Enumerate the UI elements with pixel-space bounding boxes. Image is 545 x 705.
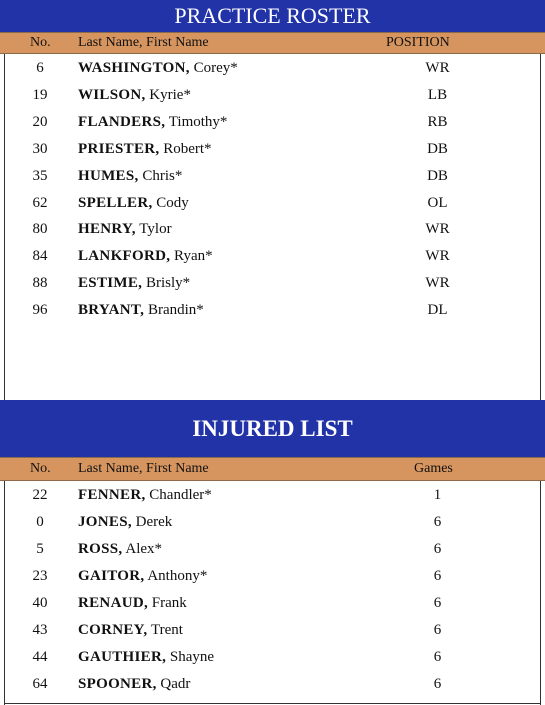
player-first-name: Anthony* xyxy=(144,568,208,584)
player-name xyxy=(78,649,214,666)
player-last-name: CORNEY, xyxy=(78,622,148,638)
player-number: 44 xyxy=(32,649,48,665)
player-last-name: HUMES, xyxy=(78,167,139,184)
player-number: 0 xyxy=(36,514,44,530)
header-no: No. xyxy=(30,461,51,476)
practice-border-right xyxy=(540,54,541,400)
player-last-name: FENNER, xyxy=(78,487,146,503)
injured-list-header-row xyxy=(0,457,545,481)
player-position: DB xyxy=(427,140,448,157)
player-first-name: Chris* xyxy=(138,167,183,184)
player-last-name: RENAUD, xyxy=(78,595,149,611)
player-position: RB xyxy=(427,113,448,130)
player-last-name: SPOONER, xyxy=(78,676,157,692)
player-name xyxy=(78,302,204,319)
player-last-name: JONES, xyxy=(78,514,132,530)
player-last-name: LANKFORD, xyxy=(78,248,171,265)
player-number: 35 xyxy=(32,167,48,184)
player-number: 22 xyxy=(32,487,48,503)
games-missed: 6 xyxy=(433,514,442,530)
player-last-name: WILSON, xyxy=(78,86,146,103)
injured-list-title: INJURED LIST xyxy=(192,416,353,441)
player-last-name: HENRY, xyxy=(78,221,136,238)
practice-roster-title: PRACTICE ROSTER xyxy=(174,3,371,28)
player-number: 96 xyxy=(32,302,48,319)
player-position: WR xyxy=(425,60,450,76)
player-position: WR xyxy=(425,221,450,238)
player-first-name: Alex* xyxy=(122,541,163,557)
header-name: Last Name, First Name xyxy=(78,35,209,50)
player-first-name: Brandin* xyxy=(144,302,204,319)
player-number: 23 xyxy=(32,568,48,584)
player-name xyxy=(78,114,227,131)
player-first-name: Qadr xyxy=(156,676,191,692)
player-name xyxy=(78,568,207,585)
player-first-name: Shayne xyxy=(166,649,215,665)
player-name xyxy=(78,87,191,104)
player-number: 30 xyxy=(32,140,48,157)
player-number: 19 xyxy=(32,86,48,103)
games-missed: 6 xyxy=(433,595,442,611)
player-last-name: ROSS, xyxy=(78,541,123,557)
player-name xyxy=(78,275,190,292)
player-name xyxy=(78,514,172,531)
player-number: 84 xyxy=(32,248,48,265)
player-last-name: BRYANT, xyxy=(78,302,145,319)
player-first-name: Ryan* xyxy=(170,248,213,265)
player-last-name: WASHINGTON, xyxy=(78,60,190,76)
player-first-name: Derek xyxy=(131,514,173,530)
player-name xyxy=(78,195,189,212)
player-first-name: Chandler* xyxy=(145,487,212,503)
player-last-name: ESTIME, xyxy=(78,275,143,292)
player-position: LB xyxy=(427,86,448,103)
player-first-name: Kyrie* xyxy=(145,86,191,103)
player-last-name: PRIESTER, xyxy=(78,140,160,157)
games-missed: 6 xyxy=(433,541,442,557)
practice-roster-header-row xyxy=(0,32,545,54)
player-position: DB xyxy=(427,167,448,184)
player-last-name: SPELLER, xyxy=(78,194,153,211)
player-first-name: Trent xyxy=(147,622,183,638)
games-missed: 6 xyxy=(433,676,442,692)
player-position: WR xyxy=(425,275,450,292)
player-number: 88 xyxy=(32,275,48,292)
player-number: 64 xyxy=(32,676,48,692)
injured-bottom-border xyxy=(4,703,541,704)
player-position: OL xyxy=(427,194,448,211)
player-first-name: Brisly* xyxy=(142,275,191,292)
player-name xyxy=(78,60,238,77)
player-last-name: GAITOR, xyxy=(78,568,145,584)
player-name xyxy=(78,541,162,558)
player-first-name: Timothy* xyxy=(165,113,228,130)
practice-border-left xyxy=(4,54,5,400)
player-last-name: FLANDERS, xyxy=(78,113,166,130)
player-name xyxy=(78,622,183,639)
player-first-name: Robert* xyxy=(159,140,212,157)
header-no: No. xyxy=(30,35,51,50)
injured-border-left xyxy=(4,481,5,705)
player-position: DL xyxy=(427,302,448,319)
player-name xyxy=(78,248,213,265)
games-missed: 6 xyxy=(433,622,442,638)
header-position: POSITION xyxy=(386,35,450,50)
games-missed: 6 xyxy=(433,568,442,584)
player-number: 40 xyxy=(32,595,48,611)
player-first-name: Cody xyxy=(152,194,189,211)
player-first-name: Tylor xyxy=(135,221,172,238)
player-name xyxy=(78,168,182,185)
header-games: Games xyxy=(414,461,453,476)
player-number: 5 xyxy=(36,541,44,557)
player-last-name: GAUTHIER, xyxy=(78,649,167,665)
injured-border-right xyxy=(540,481,541,705)
player-name xyxy=(78,221,172,238)
player-number: 43 xyxy=(32,622,48,638)
player-number: 20 xyxy=(32,113,48,130)
player-name xyxy=(78,141,212,158)
player-number: 6 xyxy=(36,60,44,76)
player-name xyxy=(78,595,187,612)
player-position: WR xyxy=(425,248,450,265)
player-name xyxy=(78,676,190,693)
player-first-name: Frank xyxy=(148,595,187,611)
games-missed: 6 xyxy=(433,649,442,665)
injured-list-title-bar xyxy=(0,400,545,457)
games-missed: 1 xyxy=(433,487,442,503)
player-first-name: Corey* xyxy=(189,60,238,76)
player-name xyxy=(78,487,212,504)
header-name: Last Name, First Name xyxy=(78,461,209,476)
player-number: 80 xyxy=(32,221,48,238)
practice-roster-title-bar xyxy=(0,0,545,32)
player-number: 62 xyxy=(32,194,48,211)
